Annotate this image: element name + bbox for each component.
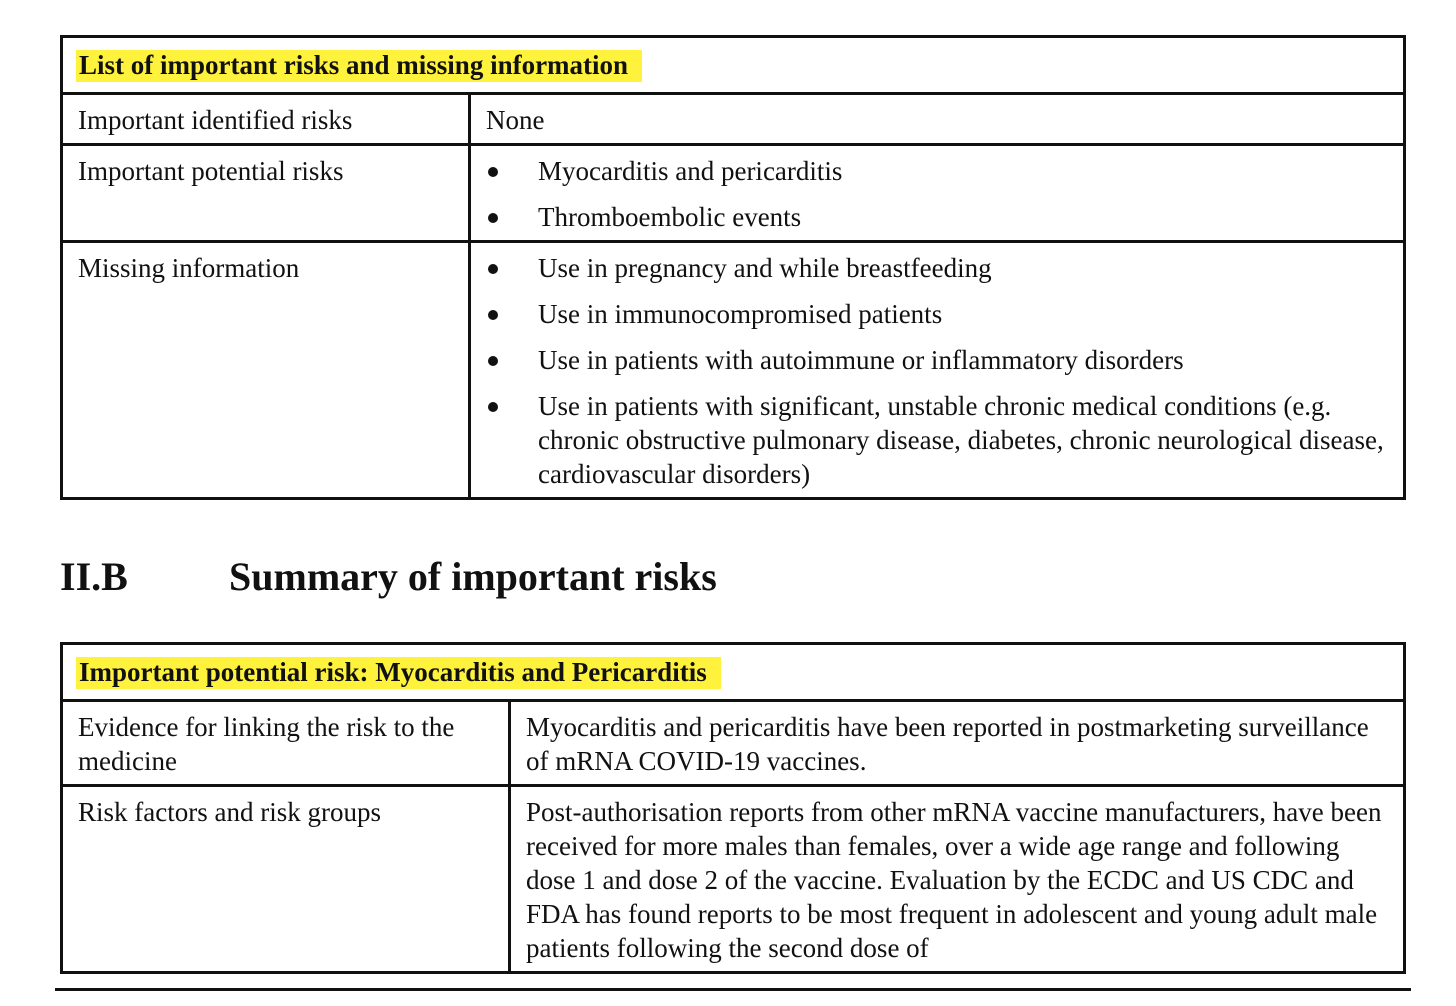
list-item: Thromboembolic events — [486, 200, 1389, 234]
bullet-list — [486, 154, 1389, 234]
table-row — [62, 145, 1405, 242]
table-row — [62, 786, 1405, 973]
table-header-title: Important potential risk: Myocarditis and Pericarditis — [76, 657, 721, 689]
risks-missing-info-table — [60, 35, 1406, 500]
row-label: Important identified risks — [62, 94, 470, 145]
section-number: II.B — [60, 554, 128, 599]
table-header-cell — [62, 644, 1405, 701]
row-value: None — [470, 94, 1405, 145]
row-value-text: Post-authorisation reports from other mRNA vaccine manufacturers, have been received for more males than females, over a wide age range and following dose 1 and dose 2 of the vaccine. Evaluation by the ECDC and US CDC and FDA has found reports to be most frequent in adolescent and young adult male patients following the second dose of — [526, 797, 1382, 963]
row-value — [470, 145, 1405, 242]
list-item: Use in pregnancy and while breastfeeding — [486, 251, 1389, 285]
row-label: Evidence for linking the risk to the medicine — [62, 701, 510, 786]
row-label: Important potential risks — [62, 145, 470, 242]
page-bottom-rule — [55, 988, 1411, 991]
row-value — [470, 242, 1405, 499]
list-item: Use in immunocompromised patients — [486, 297, 1389, 331]
table-row — [62, 701, 1405, 786]
row-value: Myocarditis and pericarditis have been reported in postmarketing surveillance of mRNA COVID-19 vaccines. — [510, 701, 1405, 786]
table-row — [62, 242, 1405, 499]
row-value — [510, 786, 1405, 973]
row-label: Risk factors and risk groups — [62, 786, 510, 973]
table-header-row — [62, 644, 1405, 701]
risk-summary-table — [60, 642, 1406, 974]
list-item: Myocarditis and pericarditis — [486, 154, 1389, 188]
bullet-list — [486, 251, 1389, 491]
section-heading — [60, 554, 717, 600]
table-header-cell — [62, 37, 1405, 94]
list-item: Use in patients with autoimmune or inflammatory disorders — [486, 343, 1389, 377]
table-header-title: List of important risks and missing information — [76, 50, 642, 82]
row-label: Missing information — [62, 242, 470, 499]
table-row — [62, 94, 1405, 145]
section-title: Summary of important risks — [229, 554, 717, 599]
table-header-row — [62, 37, 1405, 94]
list-item: Use in patients with significant, unstable chronic medical conditions (e.g. chronic obstructive pulmonary disease, diabetes, chronic neurological disease, cardiovascular disorders) — [486, 389, 1389, 491]
